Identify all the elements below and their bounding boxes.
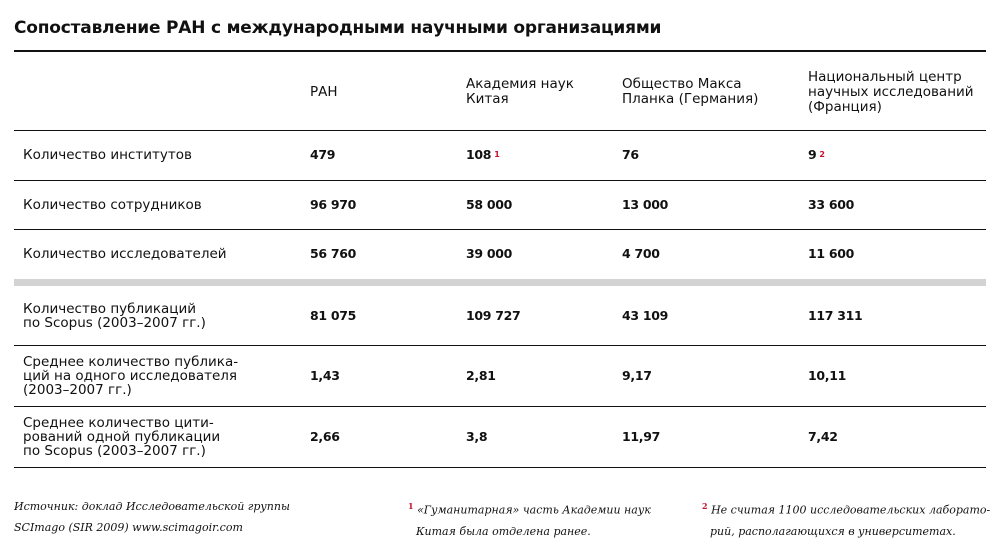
column-header-china: Академия наук Китая: [466, 76, 574, 107]
cell-china-researchers: 39 000: [466, 246, 513, 261]
footnote-mark-1: 1: [494, 150, 500, 159]
cell-germany-researchers: 4 700: [622, 246, 660, 261]
cell-ran-pubs-per-researcher: 1,43: [310, 368, 340, 383]
cell-germany-institutes: 76: [622, 147, 639, 162]
cell-france-staff: 33 600: [808, 197, 855, 212]
cell-ran-researchers: 56 760: [310, 246, 357, 261]
cell-ran-publications: 81 075: [310, 307, 357, 323]
footnote-1: $^1$ «Гуманитарная» часть Академии наук Китая была отделена ранее.: [408, 501, 651, 538]
row-label-institutes: Количество институтов: [23, 147, 192, 163]
cell-china-staff: 58 000: [466, 197, 513, 212]
cell-germany-staff: 13 000: [622, 197, 669, 212]
cell-china-publications: 109 727: [466, 307, 521, 323]
cell-france-citations: 7,42: [808, 429, 838, 444]
cell-germany-pubs-per-researcher: 9,17: [622, 368, 652, 383]
column-header-germany: Общество Макса Планка (Германия): [622, 76, 759, 107]
page-title: Сопоставление РАН с международными научными организациями: [14, 18, 662, 38]
source-note: Источник: доклад Исследовательской группы SCImago (SIR 2009) www.scimagoir.com: [14, 500, 290, 534]
cell-ran-staff: 96 970: [310, 197, 357, 212]
footnote-2: $^2$ Не считая 1100 исследовательских лаборато- рий, располагающихся в университетах.: [702, 501, 991, 538]
cell-ran-institutes: 479: [310, 147, 336, 162]
row-label-citations: Среднее количество цити- рований одной публикации по Scopus (2003–2007 гг.): [23, 415, 221, 459]
cell-china-pubs-per-researcher: 2,81: [466, 368, 496, 383]
column-header-ran: РАН: [310, 83, 338, 100]
cell-china-institutes: 108 1: [466, 147, 500, 162]
section-divider: [14, 279, 986, 286]
cell-france-publications: 117 311: [808, 307, 863, 323]
cell-france-pubs-per-researcher: 10,11: [808, 368, 847, 383]
row-label-researchers: Количество исследователей: [23, 246, 227, 262]
cell-germany-citations: 11,97: [622, 429, 661, 444]
row-label-pubs-per-researcher: Среднее количество публика- ций на одного исследователя (2003–2007 гг.): [23, 354, 239, 398]
cell-ran-citations: 2,66: [310, 429, 340, 444]
row-label-publications: Количество публикаций по Scopus (2003–2007 гг.): [23, 300, 206, 331]
cell-france-institutes: 9 2: [808, 147, 825, 162]
footnote-mark-2: 2: [819, 150, 825, 159]
row-label-staff: Количество сотрудников: [23, 197, 202, 213]
cell-china-citations: 3,8: [466, 429, 488, 444]
bottom-rule: [14, 467, 986, 468]
column-header-france: Национальный центр научных исследований (Франция): [808, 68, 974, 115]
top-rule: [14, 50, 986, 52]
cell-france-researchers: 11 600: [808, 246, 855, 261]
cell-germany-publications: 43 109: [622, 307, 669, 323]
